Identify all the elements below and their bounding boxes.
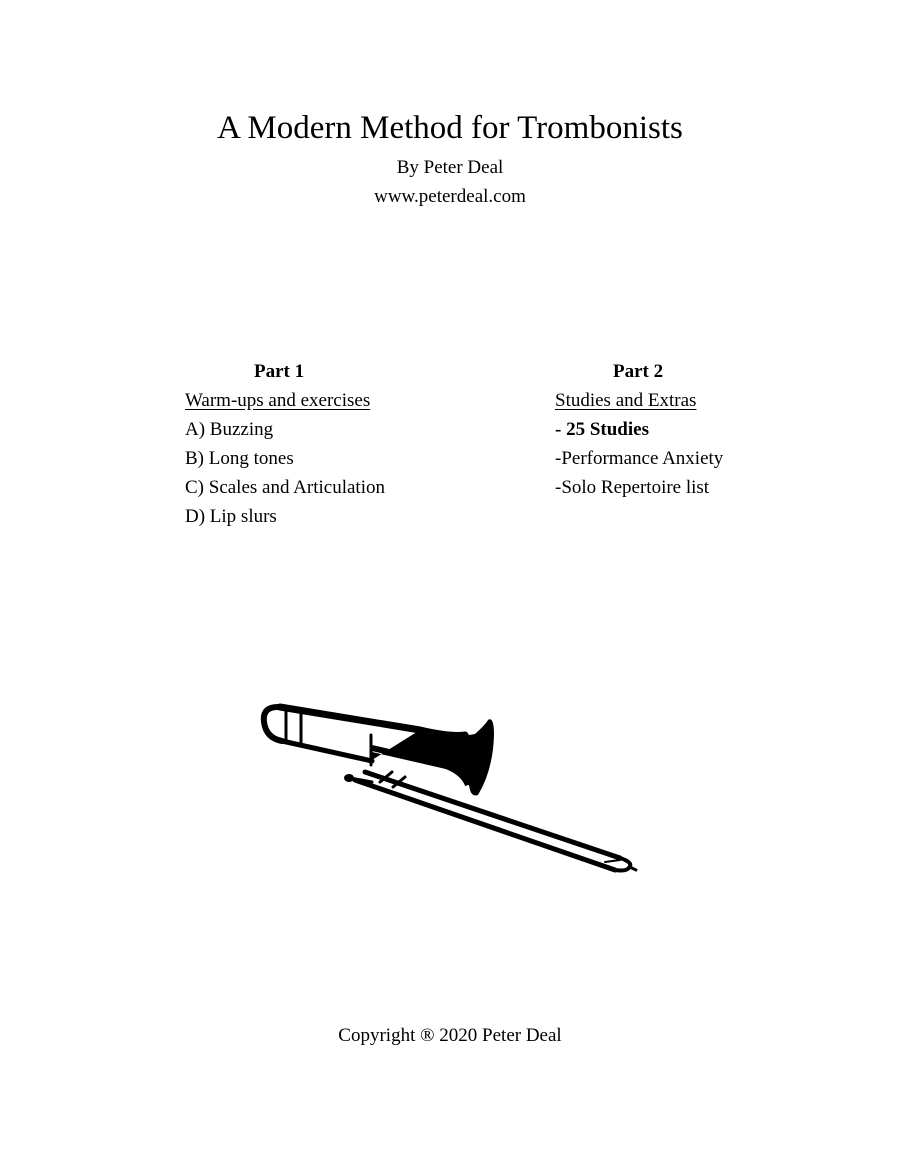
- part-2-item: -Performance Anxiety: [555, 448, 724, 469]
- part-2-item: -Solo Repertoire list: [555, 477, 710, 498]
- part-1-subheading: Warm-ups and exercises: [185, 390, 371, 411]
- part-1-item: B) Long tones: [185, 448, 294, 469]
- author-line: By Peter Deal: [396, 157, 504, 178]
- website-link: www.peterdeal.com: [374, 186, 526, 207]
- part-1-heading: Part 1: [254, 361, 305, 382]
- document-title: A Modern Method for Trombonists: [217, 110, 683, 146]
- part-1-item: A) Buzzing: [185, 419, 274, 440]
- part-1-item: C) Scales and Articulation: [185, 477, 385, 498]
- copyright-notice: Copyright ® 2020 Peter Deal: [338, 1025, 562, 1046]
- part-2-subheading: Studies and Extras: [555, 390, 697, 411]
- part-1-section: [185, 357, 445, 531]
- part-2-item: - 25 Studies: [555, 419, 649, 440]
- part-1-item: D) Lip slurs: [185, 506, 277, 527]
- part-2-section: [555, 357, 775, 502]
- trombone-icon: [250, 690, 650, 890]
- part-2-heading: Part 2: [613, 361, 664, 382]
